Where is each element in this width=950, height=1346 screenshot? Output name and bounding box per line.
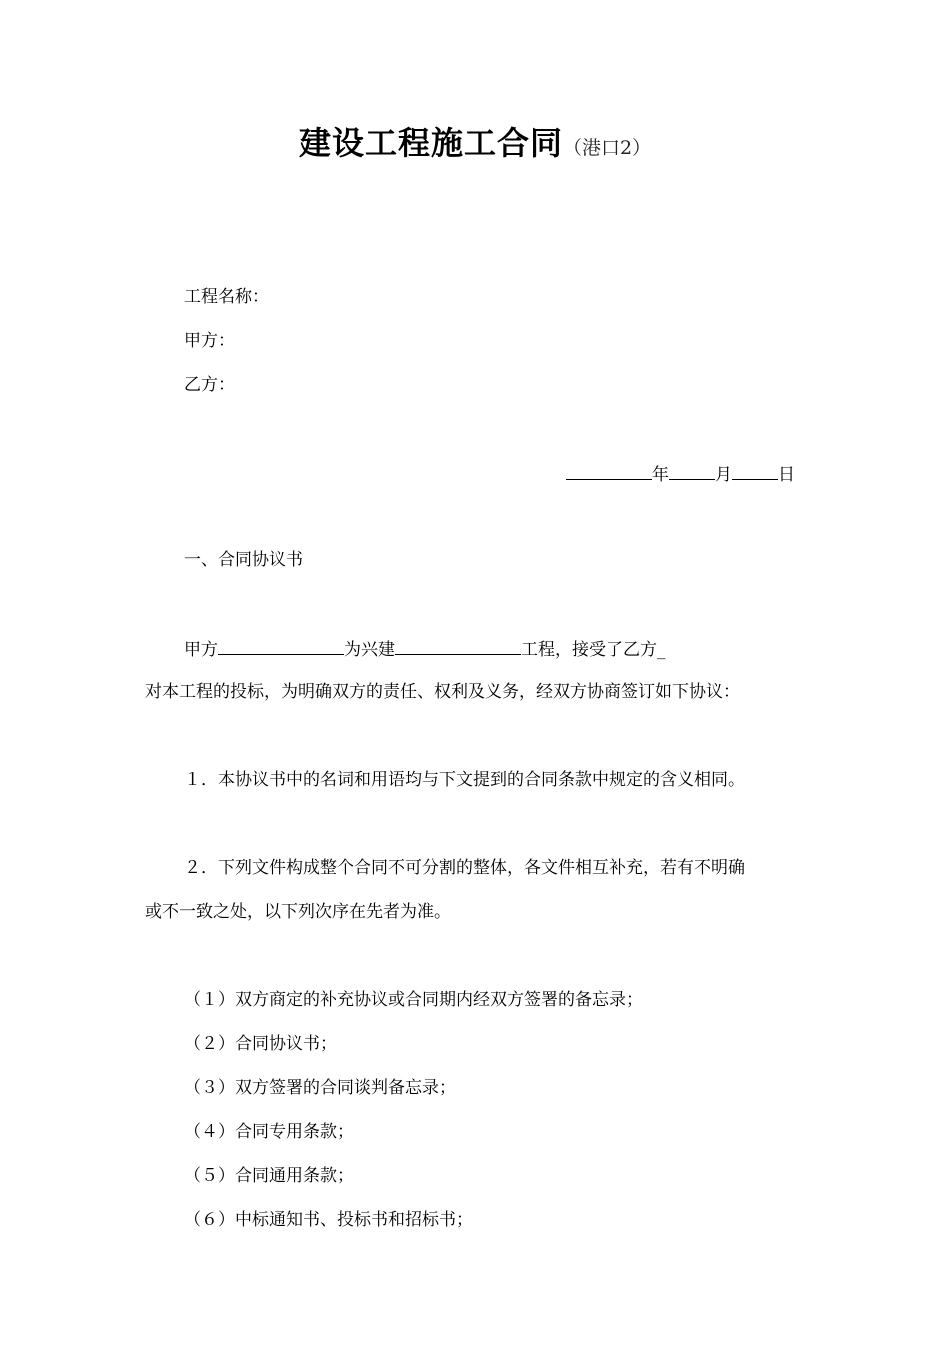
date-year-label: 年 [652,465,669,485]
document-list-item: （２）合同协议书； [184,1034,337,1054]
section-heading: 一、合同协议书 [184,550,303,570]
document-list-item: （１）双方商定的补充协议或合同期内经双方签署的备忘录； [184,990,643,1010]
day-blank [732,461,778,480]
clause-2-line-2: 或不一致之处，以下列次序在先者为准。 [145,902,451,922]
clause-1: １．本协议书中的名词和用语均与下文提到的合同条款中规定的含义相同。 [184,770,745,790]
date-month-label: 月 [715,465,732,485]
document-title [0,118,950,164]
intro-tail: _ [657,640,666,660]
title-sub: （港口2） [562,137,652,159]
party-a-blank [218,636,344,655]
party-b-field: 乙方： [184,375,235,395]
title-main: 建设工程施工合同 [298,124,563,162]
clause-2-line-1: ２．下列文件构成整个合同不可分割的整体，各文件相互补充，若有不明确 [184,858,745,878]
intro-line-2: 对本工程的投标，为明确双方的责任、权利及义务，经双方协商签订如下协议： [145,682,740,702]
document-list-item: （５）合同通用条款； [184,1166,354,1186]
document-list-item: （６）中标通知书、投标书和招标书； [184,1210,473,1230]
month-blank [669,461,715,480]
intro-party-a: 甲方 [184,640,218,660]
project-name-field: 工程名称： [184,287,269,307]
intro-for-build: 为兴建 [344,640,395,660]
document-list-item: （４）合同专用条款； [184,1122,354,1142]
intro-project-accept: 工程，接受了乙方 [521,640,657,660]
date-day-label: 日 [778,465,795,485]
intro-line-1 [184,636,666,662]
date-line [566,461,795,487]
party-a-field: 甲方： [184,331,235,351]
project-blank [395,636,521,655]
document-list-item: （３）双方签署的合同谈判备忘录； [184,1078,456,1098]
year-blank [566,461,652,480]
